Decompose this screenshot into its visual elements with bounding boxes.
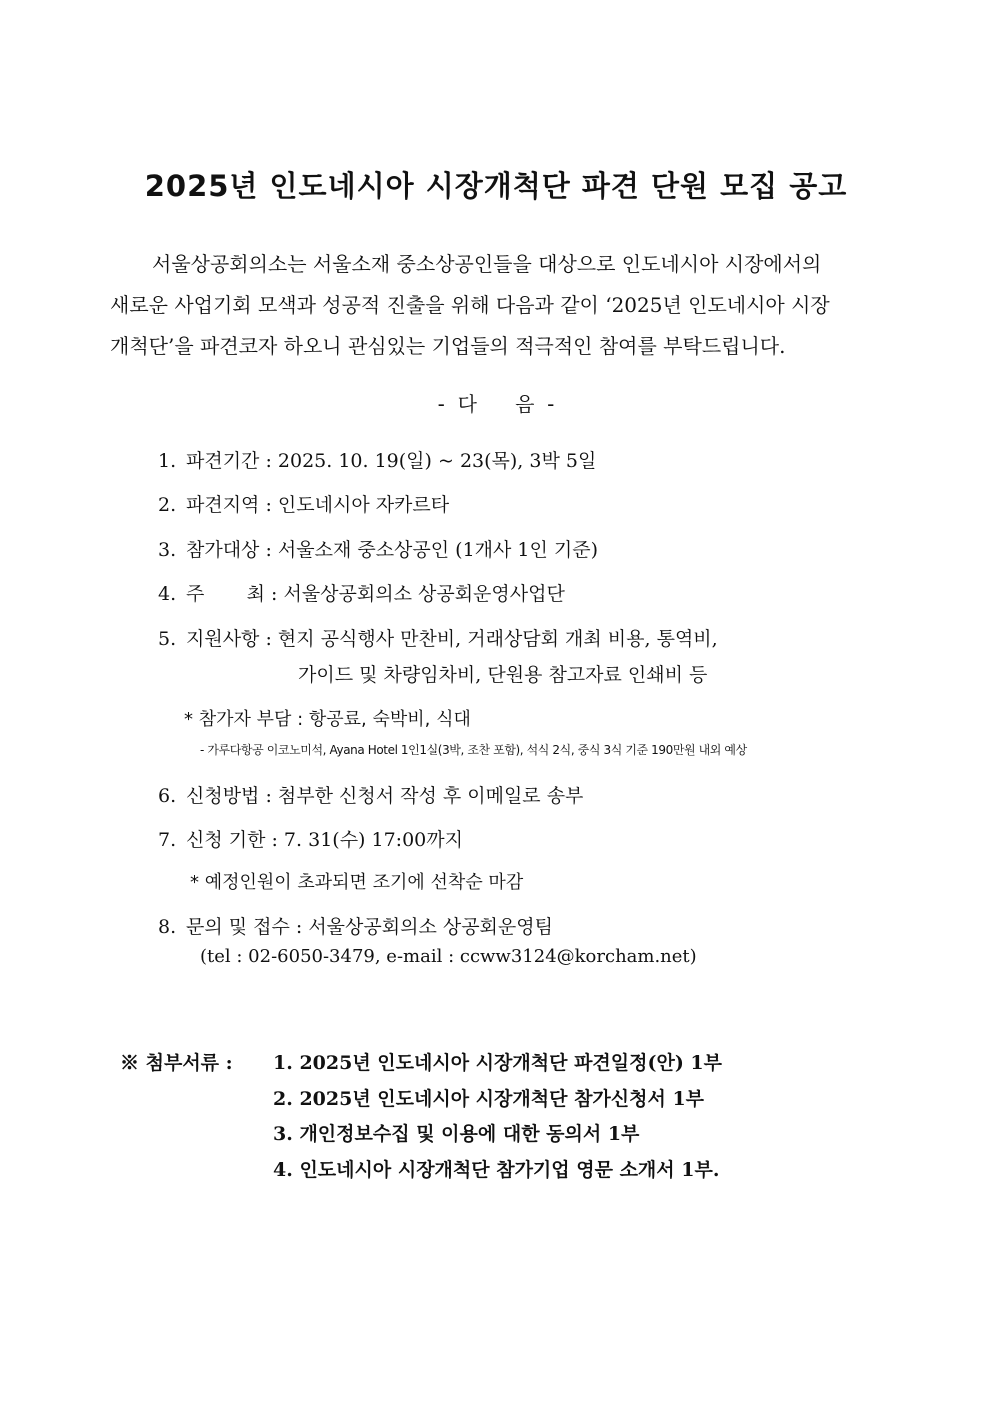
item-text: 주 최 : 서울상공회의소 상공회운영사업단 [186,583,565,605]
list-item [158,535,598,562]
attachments-label: ※ 첨부서류 : [120,1052,233,1074]
intro-line: 서울상공회의소는 서울소재 중소상공인들을 대상으로 인도네시아 시장에서의 [152,252,822,276]
item-number: 3. [158,539,177,561]
item-number: 6. [158,785,177,807]
item-number: 7. [158,829,177,851]
page-title: 2025년 인도네시아 시장개척단 파견 단원 모집 공고 [144,169,848,203]
attachment-item: 3. 개인정보수집 및 이용에 대한 동의서 1부 [273,1123,640,1145]
item-number: 1. [158,450,177,472]
intro-line: 개척단’을 파견코자 하오니 관심있는 기업들의 적극적인 참여를 부탁드립니다. [110,334,786,358]
list-item [158,781,583,808]
section-separator: - 다 음 - [437,392,555,416]
list-item [158,490,449,517]
item-text: 파견지역 : 인도네시아 자카르타 [186,494,450,516]
intro-paragraph [110,244,885,367]
item-text: 문의 및 접수 : 서울상공회의소 상공회운영팀 [186,916,553,938]
item-text: 참가대상 : 서울소재 중소상공인 (1개사 1인 기준) [186,539,599,561]
list-item [158,825,463,852]
item-number: 2. [158,494,177,516]
intro-line: 새로운 사업기회 모색과 성공적 진출을 위해 다음과 같이 ‘2025년 인도네시아 시장 [110,293,830,317]
item-text: 신청 기한 : 7. 31(수) 17:00까지 [186,829,463,851]
item-text: 지원사항 : 현지 공식행사 만찬비, 거래상담회 개최 비용, 통역비, [186,628,718,650]
list-item [158,579,565,606]
attachment-item: 2. 2025년 인도네시아 시장개척단 참가신청서 1부 [273,1088,705,1110]
burden-detail-note: - 가루다항공 이코노미석, Ayana Hotel 1인1실(3박, 조찬 포함), 석식 2식, 중식 3식 기준 190만원 내외 예상 [200,743,747,757]
contact-line: (tel : 02-6050-3479, e-mail : ccww3124@korcham.net) [200,946,697,967]
item-text: 신청방법 : 첨부한 신청서 작성 후 이메일로 송부 [186,785,584,807]
burden-note: * 참가자 부담 : 항공료, 숙박비, 식대 [184,709,471,730]
list-item [158,912,553,939]
list-item [158,624,718,651]
item-number: 5. [158,628,177,650]
item-text: 파견기간 : 2025. 10. 19(일) ~ 23(목), 3박 5일 [186,450,597,472]
attachment-item: 1. 2025년 인도네시아 시장개척단 파견일정(안) 1부 [273,1052,723,1074]
deadline-note: * 예정인원이 초과되면 조기에 선착순 마감 [190,872,524,893]
attachment-item: 4. 인도네시아 시장개척단 참가기업 영문 소개서 1부. [273,1159,720,1181]
item-number: 8. [158,916,177,938]
item-continuation: 가이드 및 차량임차비, 단원용 참고자료 인쇄비 등 [298,664,708,686]
item-number: 4. [158,583,177,605]
list-item [158,446,596,473]
